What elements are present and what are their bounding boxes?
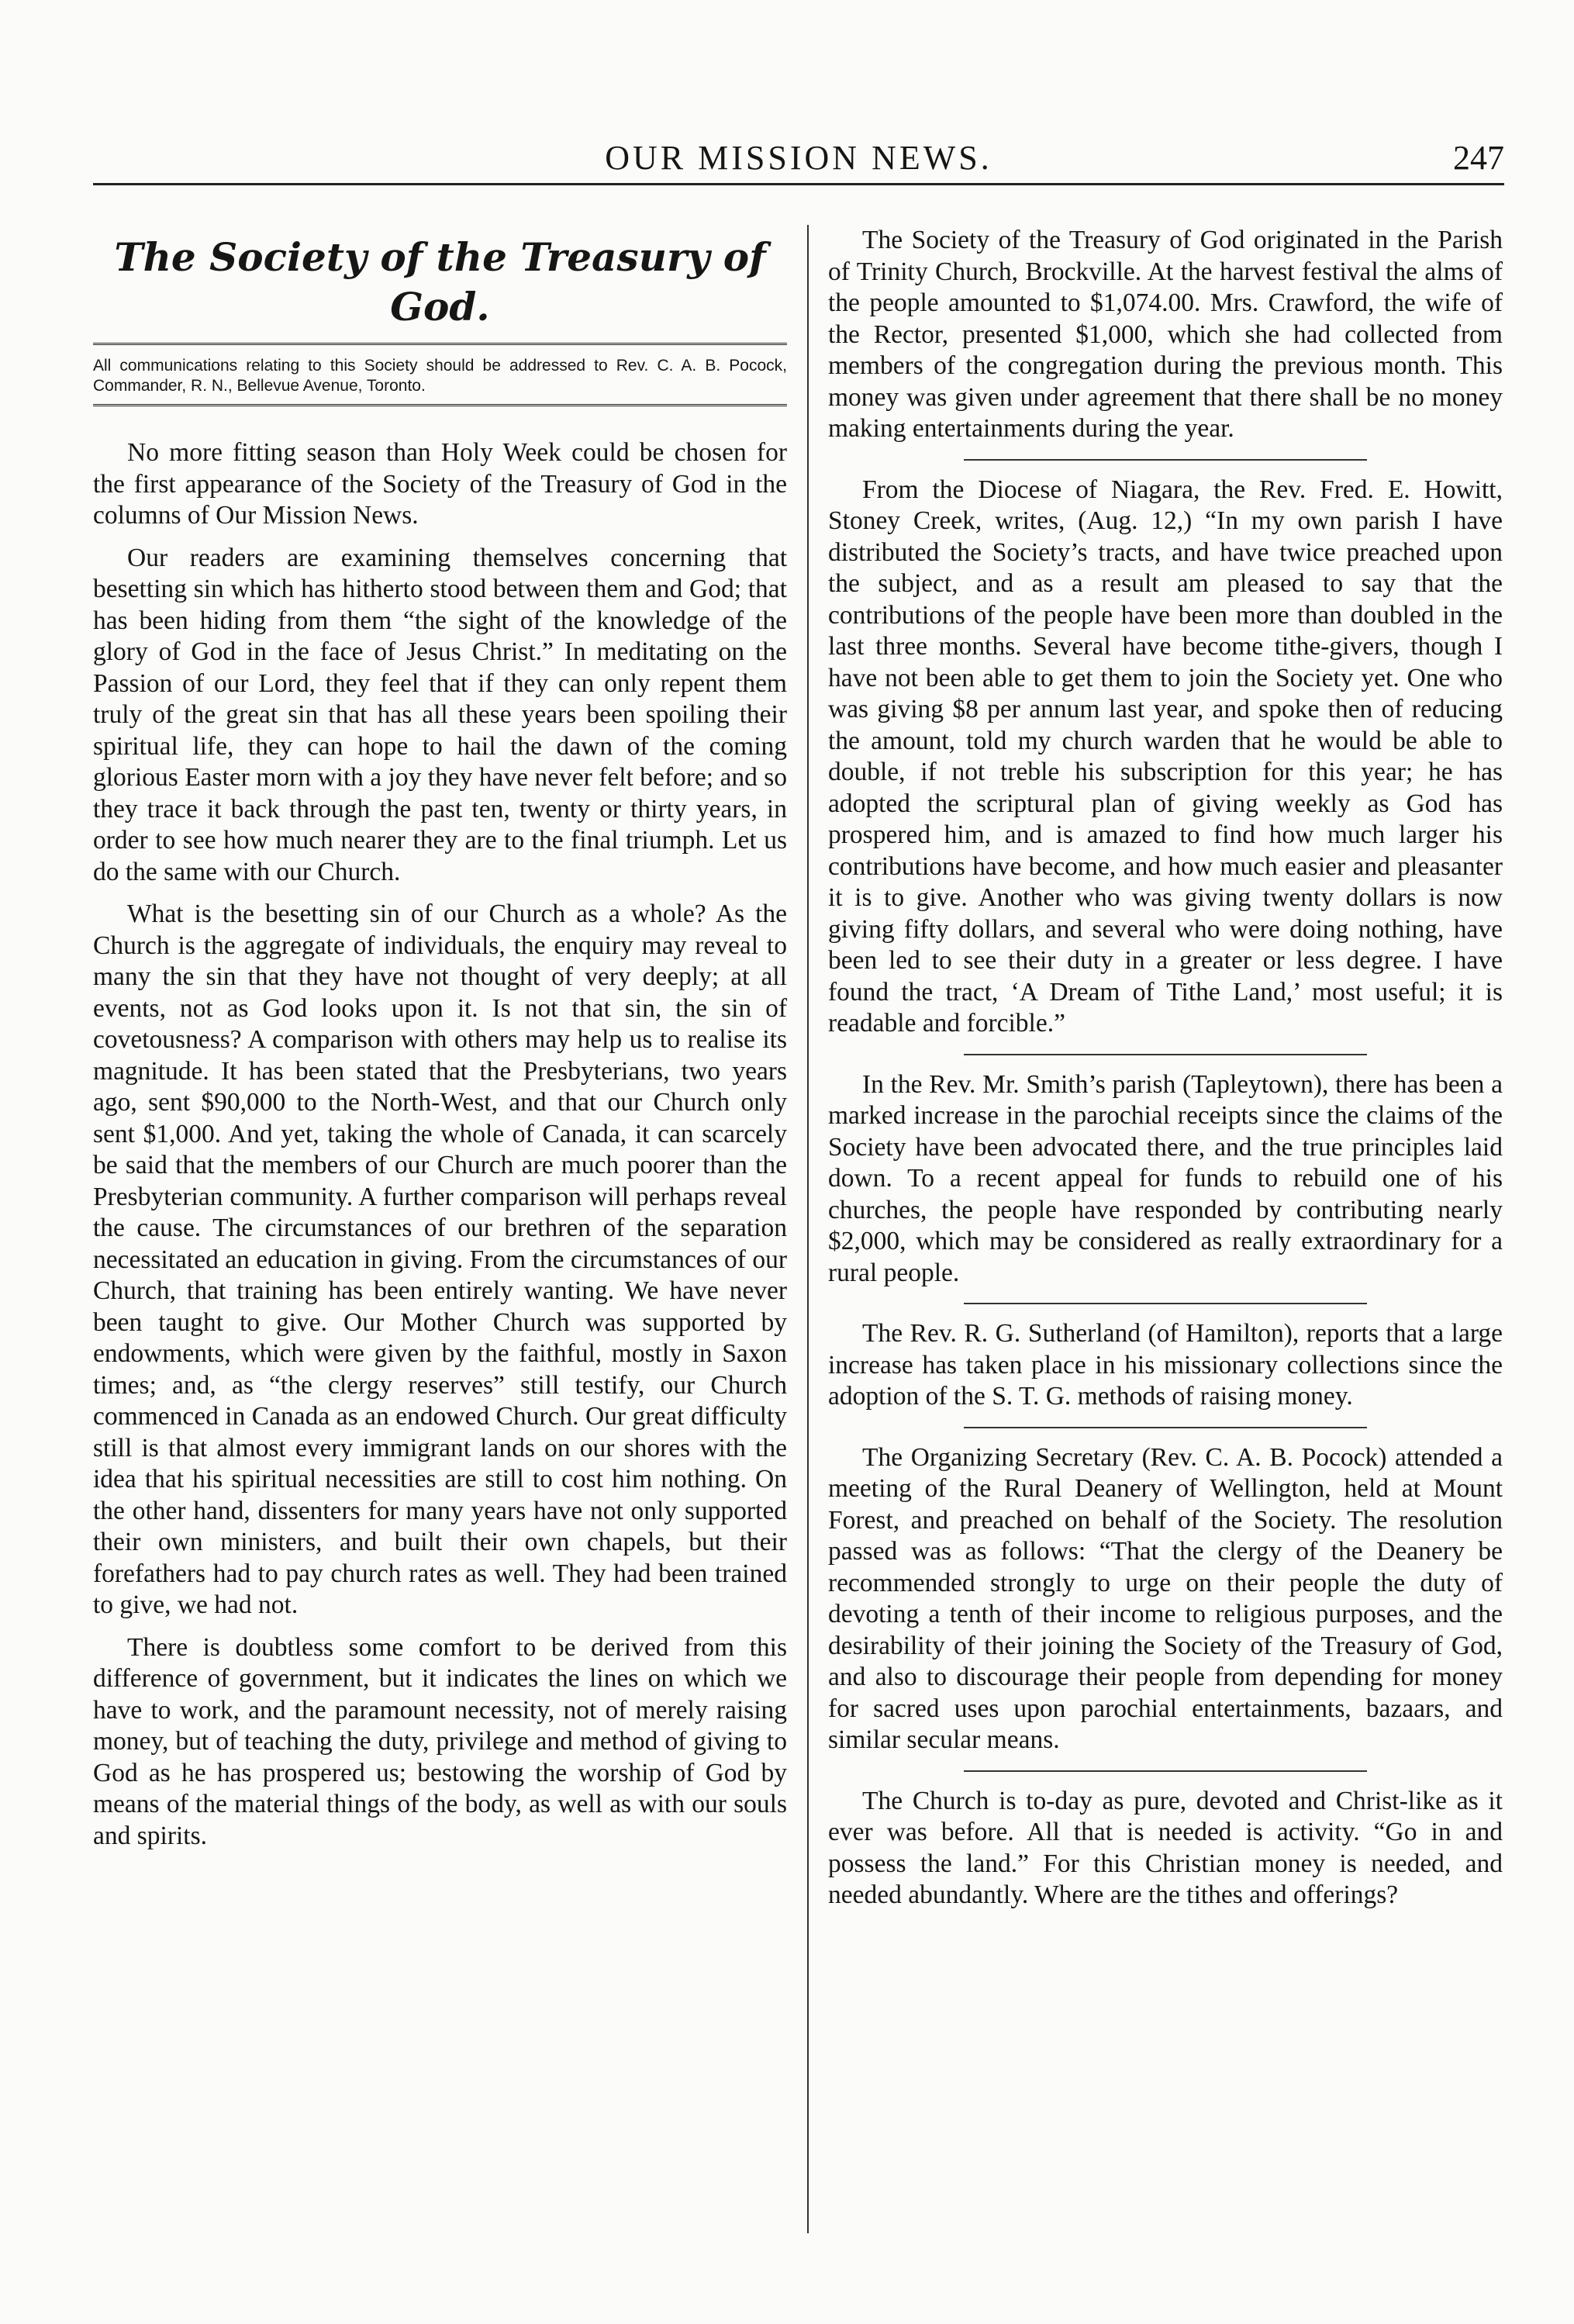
paragraph: The Rev. R. G. Sutherland (of Hamilton), reports that a large increase has taken place in his missionary collections since the adoption of the S. T. G. methods of raising money. (828, 1319, 1503, 1411)
paragraph: The Organizing Secretary (Rev. C. A. B. Pocock) attended a meeting of the Rural Deanery of Wellington, held at Mount Forest, and preached on behalf of the Society. The resolution passed was as follows: “That the clergy of the Deanery be recommended strongly to urge on their people the duty of devoting a tenth of their income to religious purposes, and the desirability of their joining the Society of the Treasury of God, and also to discourage their people from depending for money for sacred uses upon parochial entertainments, bazaars, and similar secular means. (828, 1442, 1503, 1754)
paragraph: No more fitting season than Holy Week could be chosen for the first appearance of the Society of the Treasury of God in the columns of Our Mission News. (93, 438, 787, 530)
column-divider (807, 225, 809, 2233)
right-column (828, 225, 1503, 1922)
left-column (93, 225, 787, 1863)
section-separator (964, 1770, 1367, 1772)
section-separator (964, 459, 1367, 461)
paragraph: There is doubtless some comfort to be derived from this difference of government, but it indicates the lines on which we have to work, and the paramount necessity, not of merely raising money, but of teaching the duty, privilege and method of giving to God as he has prospered us; bestowing the worship of God by means of the material things of the body, as well as with our souls and spirits. (93, 1632, 787, 1850)
header-rule (93, 183, 1504, 185)
paragraph: The Society of the Treasury of God originated in the Parish of Trinity Church, Brockville. At the harvest festival the alms of the people amounted to $1,074.00. Mrs. Crawford, the wife of the Rector, presented $1,000, which she had collected from members of the congregation during the previous month. This money was given under agreement that there shall be no money making entertainments during the year. (828, 226, 1503, 443)
article-heading: The Society of the Treasury of God. (114, 234, 766, 330)
paragraph: What is the besetting sin of our Church as a whole? As the Church is the aggregate of individuals, the enquiry may reveal to many the sin that they have not thought of very deeply; at all events, not as God looks upon it. Is not that sin, the sin of covetousness? A comparison with others may help us to realise its magnitude. It has been stated that the Presbyterians, two years ago, sent $90,000 to the North-West, and that our Church only sent $1,000. And yet, taking the whole of Canada, it can scarcely be said that the members of our Church are much poorer than the Presbyterian community. A further comparison will perhaps reveal the cause. The circumstances of our brethren of the separation necessitated an education in giving. From the circumstances of our Church, that training has been entirely wanting. We have never been taught to give. Our Mother Church was supported by endowments, which were given by the faithful, mostly in Saxon times; and, as “the clergy reserves” still testify, our Church commenced in Canada as an endowed Church. Our great difficulty still is that almost every immigrant lands on our shores with the idea that his spiritual necessities are still to cost him nothing. On the other hand, dissenters for many years have not only supported their own ministers, and built their own chapels, but their forefathers had to pay church rates as well. They had been trained to give, we had not. (93, 900, 787, 1619)
running-title: OUR MISSION NEWS. (605, 139, 992, 177)
paragraph: In the Rev. Mr. Smith’s parish (Tapleytown), there has been a marked increase in the parochial receipts since the claims of the Society have been advocated there, and the true principles laid down. To a recent appeal for funds to rebuild one of his churches, the people have responded by contributing nearly $2,000, which may be considered as really extraordinary for a rural people. (828, 1069, 1503, 1287)
page-header (93, 132, 1504, 186)
address-notice: All communications relating to this Society should be addressed to Rev. C. A. B. Pocock, Commander, R. N., Bellevue Avenue, Toronto. (93, 357, 787, 395)
page-number: 247 (1453, 139, 1504, 177)
section-separator (964, 1054, 1367, 1055)
paragraph: Our readers are examining themselves concerning that besetting sin which has hitherto stood between them and God; that has been hiding from them “the sight of the knowledge of the glory of God in the face of Jesus Christ.” In meditating on the Passion of our Lord, they feel that if they can only repent them truly of the great sin that has all these years been spoiling their spiritual life, they can hope to hail the dawn of the coming glorious Easter morn with a joy they have never felt before; and so they trace it back through the past ten, twenty or thirty years, in order to see how much nearer they are to the final triumph. Let us do the same with our Church. (93, 543, 787, 886)
paragraph: The Church is to-day as pure, devoted and Christ-like as it ever was before. All that is needed is activity. “Go in and possess the land.” For this Christian money is needed, and needed abundantly. Where are the tithes and offerings? (828, 1786, 1503, 1909)
notice-rule (93, 404, 787, 409)
heading-rule (93, 343, 787, 348)
section-separator (964, 1303, 1367, 1304)
section-separator (964, 1427, 1367, 1428)
paragraph: From the Diocese of Niagara, the Rev. Fred. E. Howitt, Stoney Creek, writes, (Aug. 12,) “In my own parish I have distributed the Society’s tracts, and have twice preached upon the subject, and as a result am pleased to say that the contributions of the people have been more than doubled in the last three months. Several have become tithe-givers, though I have not been able to get them to join the Society yet. One who was giving $8 per annum last year, and spoke then of reducing the amount, told my church warden that he would be able to double, if not treble his subscription for this year; he has adopted the scriptural plan of giving weekly as God has prospered him, and is amazed to find how much larger his contributions have become, and how much easier and pleasanter it is to give. Another who was giving twenty dollars is now giving fifty dollars, and several who were doing nothing, have been led to see their duty in a greater or less degree. I have found the tract, ‘A Dream of Tithe Land,’ most useful; it is readable and forcible.” (828, 475, 1503, 1038)
